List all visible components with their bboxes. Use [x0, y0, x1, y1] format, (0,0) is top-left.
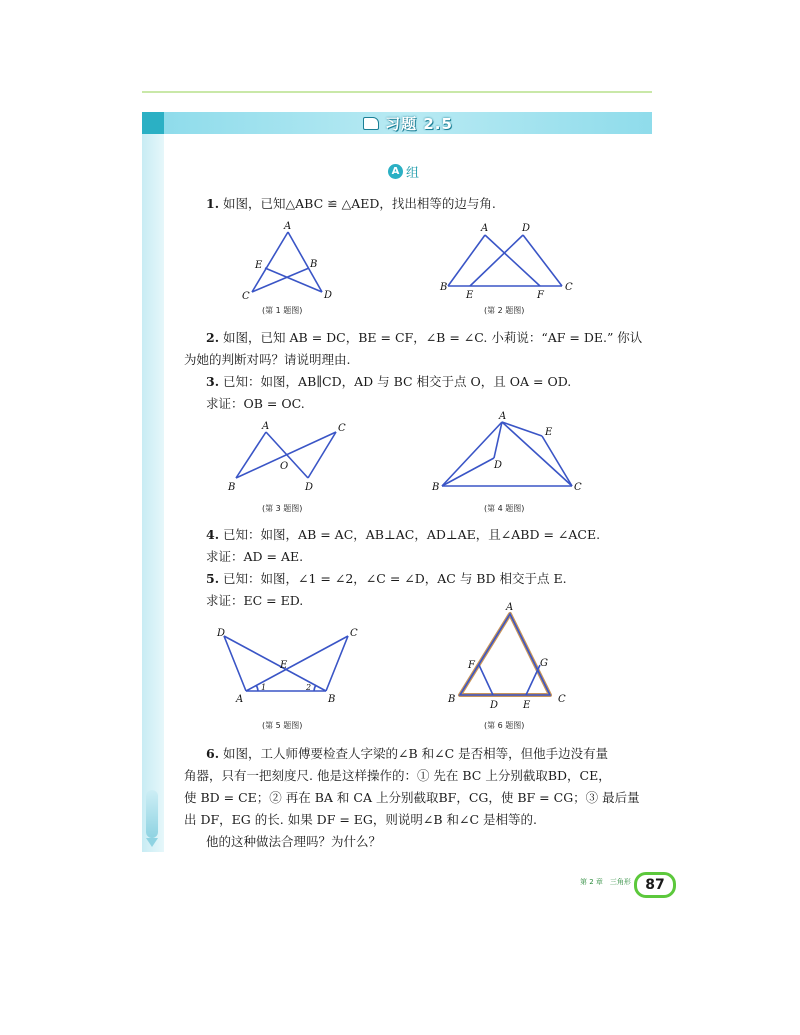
- fig2-label-c: C: [565, 282, 573, 293]
- problem-number: 5.: [206, 571, 220, 586]
- fig6-label-a: A: [506, 602, 514, 613]
- figure-5: [214, 624, 364, 709]
- fig2-label-b: B: [440, 282, 448, 293]
- fig5-label-c: C: [350, 628, 358, 639]
- figure-6: [446, 602, 576, 712]
- figure-3-caption: (第 3 题图): [262, 504, 303, 513]
- problem-6-line-4: 出 DF，EG 的长. 如果 DF = EG，则说明∠B 和∠C 是相等的.: [184, 812, 538, 827]
- problem-text: 如图，工人师傅要检查人字梁的∠B 和∠C 是否相等，但他手边没有量: [219, 746, 609, 761]
- section-header: [164, 112, 652, 134]
- problem-6-line-1: [206, 746, 608, 762]
- book-icon: [363, 117, 379, 130]
- problem-3-line-1: [206, 374, 571, 390]
- figure-3: [228, 418, 358, 498]
- arrow-down-icon: [146, 838, 158, 847]
- fig4-label-b: B: [432, 482, 440, 493]
- fig1-label-d: D: [324, 290, 333, 301]
- scroll-handle[interactable]: [146, 790, 158, 838]
- fig3-label-c: C: [338, 423, 346, 434]
- group-label: [388, 162, 419, 181]
- fig5-label-a: A: [236, 694, 244, 705]
- fig6-label-e: E: [523, 700, 531, 711]
- figure-6-caption: (第 6 题图): [484, 721, 525, 730]
- figure-4: [432, 410, 582, 495]
- problem-number: 3.: [206, 374, 220, 389]
- figure-2-caption: (第 2 题图): [484, 306, 525, 315]
- problem-5-line-2: 求证：EC = ED.: [206, 593, 304, 608]
- fig5-label-b: B: [328, 694, 336, 705]
- group-badge: A: [388, 164, 403, 179]
- fig6-label-b: B: [448, 694, 456, 705]
- problem-number: 2.: [206, 330, 220, 345]
- fig3-label-d: D: [305, 482, 314, 493]
- fig1-label-e: E: [255, 260, 263, 271]
- fig5-label-e: E: [280, 660, 288, 671]
- fig5-angle-2: 2: [306, 683, 312, 692]
- fig5-label-d: D: [217, 628, 226, 639]
- problem-number: 4.: [206, 527, 220, 542]
- problem-text: 已知：如图，∠1 = ∠2，∠C = ∠D，AC 与 BD 相交于点 E.: [219, 571, 567, 586]
- problem-5-line-1: [206, 571, 567, 587]
- fig6-label-c: C: [558, 694, 566, 705]
- problem-text: 已知：如图，AB∥CD，AD 与 BC 相交于点 O，且 OA = OD.: [219, 374, 572, 389]
- fig2-label-d: D: [522, 223, 531, 234]
- top-rule: [142, 91, 652, 93]
- problem-6-line-5: 他的这种做法合理吗？为什么？: [206, 834, 382, 849]
- figure-1-caption: (第 1 题图): [262, 306, 303, 315]
- fig1-label-a: A: [284, 221, 292, 232]
- problem-1: [206, 196, 496, 212]
- figure-5-caption: (第 5 题图): [262, 721, 303, 730]
- problem-4-line-1: [206, 527, 600, 543]
- figure-2: [440, 220, 580, 300]
- section-title: 习题 2.5: [385, 114, 453, 133]
- problem-4-line-2: 求证：AD = AE.: [206, 549, 304, 564]
- fig4-label-c: C: [574, 482, 582, 493]
- figure-1: [240, 220, 340, 300]
- fig2-label-a: A: [481, 223, 489, 234]
- chapter-label: 第 2 章 三角形: [580, 878, 631, 886]
- problem-text: 如图，已知△ABC ≌ △AED，找出相等的边与角.: [219, 196, 496, 211]
- fig2-label-f: F: [537, 290, 544, 301]
- problem-6-line-3: 使 BD = CE；② 再在 BA 和 CA 上分别截取BF，CG，使 BF = CG；③ 最后量: [184, 790, 640, 805]
- fig1-label-c: C: [242, 291, 250, 302]
- problem-text: 如图，已知 AB = DC，BE = CF，∠B = ∠C. 小莉说：“AF = DE.” 你认: [219, 330, 643, 345]
- group-label-text: 组: [406, 166, 420, 181]
- fig3-label-o: O: [280, 461, 289, 472]
- fig4-label-d: D: [494, 460, 503, 471]
- fig2-label-e: E: [466, 290, 474, 301]
- problem-number: 6.: [206, 746, 220, 761]
- fig4-label-e: E: [545, 427, 553, 438]
- problem-2-line-1: [206, 330, 642, 346]
- fig6-label-g: G: [540, 658, 548, 669]
- fig5-angle-1: 1: [261, 683, 267, 692]
- fig6-label-d: D: [490, 700, 499, 711]
- fig4-label-a: A: [499, 411, 507, 422]
- fig1-label-b: B: [310, 259, 318, 270]
- fig3-label-a: A: [262, 421, 270, 432]
- page-number: 87: [634, 872, 676, 898]
- fig3-label-b: B: [228, 482, 236, 493]
- fig6-label-f: F: [468, 660, 475, 671]
- problem-3-line-2: 求证：OB = OC.: [206, 396, 305, 411]
- problem-2-line-2: 为她的判断对吗？请说明理由.: [184, 352, 351, 367]
- problem-6-line-2: 角器，只有一把刻度尺. 他是这样操作的：① 先在 BC 上分别截取BD，CE，: [184, 768, 611, 783]
- side-margin-bar: [142, 112, 164, 852]
- problem-number: 1.: [206, 196, 220, 211]
- figure-4-caption: (第 4 题图): [484, 504, 525, 513]
- problem-text: 已知：如图，AB = AC，AB⊥AC，AD⊥AE，且∠ABD = ∠ACE.: [219, 527, 601, 542]
- side-bar-corner: [142, 112, 164, 134]
